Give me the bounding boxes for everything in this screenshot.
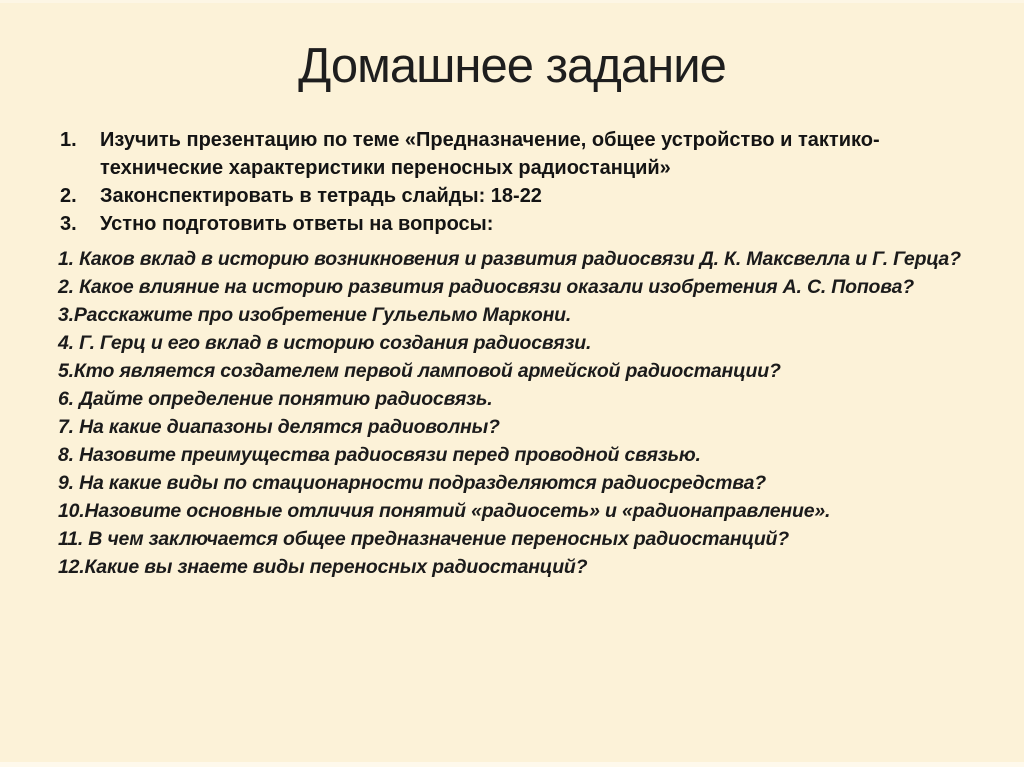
task-text: Устно подготовить ответы на вопросы: [100,213,494,235]
question-item: 9. На какие виды по стационарности подразделяются радиосредства? [58,472,766,494]
question-item: 10.Назовите основные отличия понятий «радиосеть» и «радионаправление». [58,500,831,522]
task-number: 1. [60,129,77,151]
question-list [58,245,966,581]
question-item: 5.Кто является создателем первой ламповой армейской радиостанции? [58,360,781,382]
task-item [58,210,966,238]
slide-title: Домашнее задание [298,39,726,93]
question-item: 3.Расскажите про изобретение Гульельмо Маркони. [58,304,572,326]
task-item [58,126,966,182]
question-item: 1. Каков вклад в историю возникновения и развития радиосвязи Д. К. Максвелла и Г. Герца? [58,248,961,270]
question-item: 8. Назовите преимущества радиосвязи перед проводной связью. [58,444,701,466]
task-number: 3. [60,213,77,235]
slide-top-edge [0,0,1024,3]
homework-task-list [58,126,966,238]
question-item: 7. На какие диапазоны делятся радиоволны? [58,416,500,438]
question-item: 11. В чем заключается общее предназначение переносных радиостанций? [58,528,789,550]
slide-content [0,126,1024,581]
slide-bottom-edge [0,762,1024,767]
question-item: 12.Какие вы знаете виды переносных радиостанций? [58,556,588,578]
task-text: Законспектировать в тетрадь слайды: 18-22 [100,185,542,207]
task-number: 2. [60,185,77,207]
question-item: 4. Г. Герц и его вклад в историю создания радиосвязи. [58,332,592,354]
question-item: 6. Дайте определение понятию радиосвязь. [58,388,493,410]
question-item: 2. Какое влияние на историю развития радиосвязи оказали изобретения А. С. Попова? [58,276,914,298]
task-text: Изучить презентацию по теме «Предназначение, общее устройство и тактико-технические характеристики переносных радиостанций» [100,129,880,179]
task-item [58,182,966,210]
